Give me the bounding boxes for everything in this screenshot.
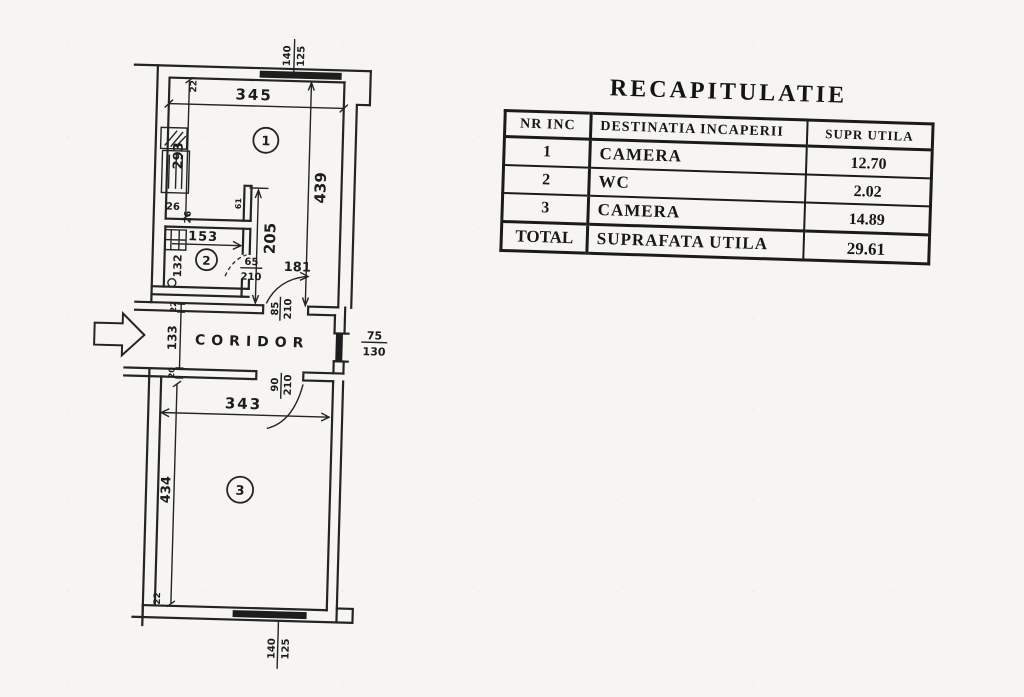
entrance-arrow-icon [94,313,145,356]
dim-wc-door-h: 210 [240,271,262,284]
row2-supr: 2.02 [805,174,932,206]
sink-icon [165,230,187,251]
dim-radiator-b: 26 [183,210,194,224]
dim-wc-depth: 132 [171,254,185,278]
dim-door1-h: 210 [282,298,295,320]
dim-room1-width: 345 [235,85,274,105]
dim-coridor-wall-a: 22 [169,301,179,313]
row1-supr: 12.70 [805,146,932,178]
dim-alcove-depth: 205 [260,222,280,255]
dim-coridor-width: 133 [164,325,180,351]
table-title: RECAPITULATIE [609,75,848,109]
fixture-icon [168,279,176,287]
col-header-destinatia: DESTINATIA INCAPERII [590,113,807,146]
window-bottom [233,614,307,616]
total-supr: 29.61 [803,231,930,264]
dim-top-window-w: 140 [281,45,294,67]
row2-dest: WC [589,168,806,203]
dim-wc-door-w: 65 [244,256,259,269]
dim-coridor-window-h: 130 [362,345,386,359]
floor-plan [73,13,431,686]
dim-room1-left: 293 [171,142,187,170]
window-top [260,74,342,76]
room2-number: 2 [202,253,211,268]
row2-nr: 2 [503,165,590,196]
dim-bottom-window-w: 140 [266,638,278,660]
dim-coridor-window-w: 75 [366,329,383,343]
row3-nr: 3 [502,193,589,224]
dim-door3-w: 90 [269,377,282,392]
row1-nr: 1 [504,137,591,168]
dim-room1-right: 439 [311,171,330,204]
dim-bottom-window-h: 125 [280,638,292,660]
recap-section [499,72,944,266]
window-coridor [339,333,340,361]
dim-room3-left: 434 [158,475,175,504]
dim-wc-width: 153 [187,229,219,246]
room3-number: 3 [235,483,245,499]
dim-door1-swing: 181 [283,259,312,276]
dim-room3-width: 343 [224,394,263,414]
total-dest: SUPRAFATA UTILA [587,224,804,260]
floor-plan-svg [73,13,431,686]
dim-stub: 61 [233,197,244,210]
recap-table [499,109,934,265]
dim-door1-w: 85 [269,301,282,316]
dim-wall-bottom: 22 [152,592,164,605]
row1-dest: CAMERA [590,139,807,174]
col-header-nr: NR INC [504,111,591,140]
dim-coridor-wall-b: 20 [167,367,177,379]
room-number-circles [189,126,278,504]
coridor-label: CORIDOR [194,332,310,352]
col-header-suprafata: SUPR UTILA [806,120,933,150]
dim-radiator-a: 26 [165,201,181,213]
total-label: TOTAL [501,221,588,253]
dimension-lines [149,35,396,671]
dim-door3-h: 210 [282,374,295,396]
room1-number: 1 [261,134,271,150]
dim-wall-top: 22 [189,79,200,93]
row3-supr: 14.89 [804,202,931,234]
row3-dest: CAMERA [588,196,805,231]
dim-top-window-h: 125 [295,45,308,67]
